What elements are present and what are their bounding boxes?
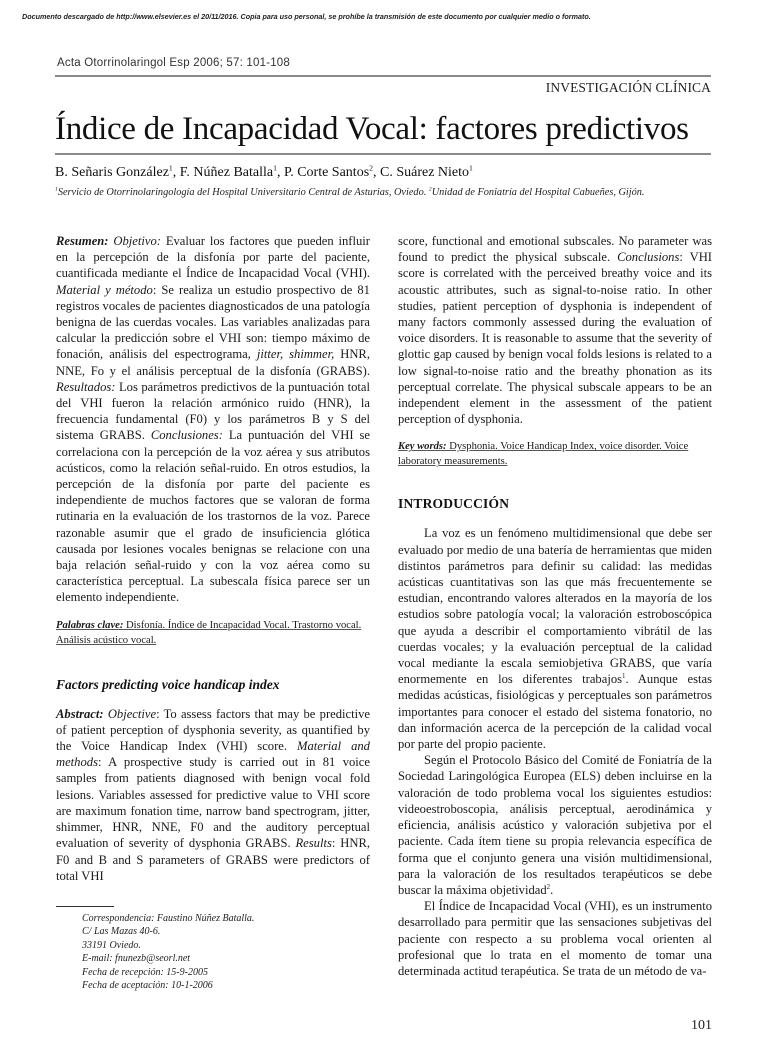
- english-title: Factors predicting voice handicap index: [56, 676, 280, 692]
- palabras-clave: Palabras clave: Disfonía. Índice de Incapacidad Vocal. Trastorno vocal. Análisis acústico vocal.: [56, 619, 362, 646]
- affiliations: $^1$Servicio de Otorrinolaringología del Hospital Universitario Central de Asturias, Oviedo. $^2$Unidad de Foniatría del Hospital Cabueñes, Gijón.: [55, 186, 645, 198]
- footnote-divider: [56, 906, 114, 907]
- correspondence-line: Fecha de aceptación: 10-1-2006: [82, 979, 213, 991]
- intro-paragraph: El Índice de Incapacidad Vocal (VHI), es un instrumento desarrollado para permitir que las sensaciones subjetivas del paciente con respecto a su problema vocal orienten al profesional que lo trata en el momento de tomar una determinada actitud terapéutica. Se trata de un método de va-: [398, 899, 712, 978]
- citation-ref[interactable]: 2: [546, 883, 551, 891]
- author-list: [55, 164, 473, 182]
- intro-paragraph: Según el Protocolo Básico del Comité de Foniatría de la Sociedad Laringológica Europea (ELS) deben incluirse en la valoración de todo problema vocal los siguientes estudios: videoestroboscopia, análisis perceptual, aerodinámica y eficiencia, análisis acústico y valoración subjetiva por el paciente. Cada ítem tiene su propia relevancia específica de forma que el conjunto genera una visión multidimensional, para la valoración de los resultados terapéuticos se debe buscar la máxima objetividad$^2$.: [398, 753, 712, 897]
- author: C. Suárez Nieto$^1$: [380, 163, 473, 180]
- abstract-paragraph: Abstract: Objective: To assess factors that may be predictive of patient perception of dysphonia severity, as quantified by the Voice Handicap Index (VHI) score. Material and methods: A prospective study is carried out in 81 voice samples from patients diagnosed with benign vocal fold lesions. Variables assessed for predictive value to VHI score are maximum fonation time, narrow band spectrogram, jitter, shimmer, HNR, NNE, F0 and the auditory perceptual evaluation of severity of dysphonia GRABS. Results: HNR, F0 and B and S parameters of GRABS were predictors of total VHI: [56, 706, 370, 883]
- author: F. Núñez Batalla$^1$,: [179, 163, 284, 180]
- right-column: [398, 233, 712, 979]
- resumen-paragraph: Resumen: Objetivo: Evaluar los factores que pueden influir en la percepción de la disfonía por parte del paciente, cuantificada mediante el Índice de Incapacidad Vocal (VHI). Material y método: Se realiza un estudio prospectivo de 81 registros vocales de pacientes diagnosticados de una patología benigna de las cuerdas vocales. Las variables analizadas para calcular la predicción sobre el VHI son: tiempo máximo de fonación, análisis del espectrograma, jitter, shimmer, HNR, NNE, Fo y el análisis perceptual de la disfonía (GRABS). Resultados: Los parámetros predictivos de la puntuación total del VHI fueron la relación armónico ruido (HNR), la frecuencia fundamental (F0) y los parámetros B y S del sistema GRABS. Conclusiones: La puntuación del VHI se correlaciona con la percepción de la voz aérea y sus atributos acústicos, como la relación señal-ruido. En otros estudios, la percepción de la disfonía por parte del paciente es independiente de muchos factores que se valoran de forma rutinaria en la evaluación de los trastornos de la voz. Parece razonable asumir que el grado de insuficiencia glótica causada por lesiones vocales benignas se relacione con una baja relación señal-ruido y con la voz aérea como su característica perceptual. La subescala física parece ser un elemento independiente.: [56, 234, 370, 605]
- correspondence-email[interactable]: E-mail: fnunezb@seorl.net: [82, 953, 191, 965]
- journal-reference: Acta Otorrinolaringol Esp 2006; 57: 101-108: [57, 57, 290, 69]
- abstract-continuation: score, functional and emotional subscales. No parameter was found to predict the physical subscale. Conclusions: VHI score is correlated with the perceived breathy voice and its acoustic attributes, such as signal-to-noise ratio. In other studies, patient perception of dysphonia is independent of many factors commonly assessed during the evaluation of voice disorders. It is reasonable to assume that the severity of glottic gap caused by benign vocal folds lesions is related to a low signal-to-noise ratio and the breathy phonation as its perceptual correlate. The physical subscale appears to be an independent element in the assessment of the patient perception of dysphonia.: [398, 234, 712, 427]
- author: B. Señaris González$^1$,: [55, 163, 180, 180]
- intro-paragraph: La voz es un fenómeno multidimensional que debe ser evaluado por medio de una batería de herramientas que miden distintos parámetros para definir su calidad: las medidas acústicas cuantitativas son las que más frecuentemente se estudian, encontrando valores alterados en la mayoría de los estudios sobre patología vocal; la valoración estroboscópica que ayuda a describir el comportamiento vibrátil de las cuerdas vocales; y la evaluación perceptual de la calidad vocal mediante la escala semiobjetiva GRABS, que varía enormemente en los diferentes trabajos$^1$. Aunque estas medidas acústicas, fisiológicas y perceptuales son parámetros importantes para conocer el estado del sistema fonatorio, no dan información acerca de la percepción de la calidad vocal por parte del propio paciente.: [398, 526, 712, 752]
- header-divider: [55, 75, 711, 77]
- section-label: INVESTIGACIÓN CLÍNICA: [545, 80, 711, 95]
- page-number: 101: [691, 1018, 712, 1033]
- citation-ref[interactable]: 1: [622, 673, 626, 681]
- section-heading-introduccion: INTRODUCCIÓN: [398, 496, 510, 512]
- page-footer: [56, 1000, 712, 1058]
- author: P. Corte Santos$^2$,: [283, 163, 380, 180]
- correspondence-footnote: [56, 906, 370, 992]
- affiliation: Servicio de Otorrinolaringología del Hospital Universitario Central de Asturias, Oviedo.: [57, 187, 429, 198]
- correspondence-line: Fecha de recepción: 15-9-2005: [82, 966, 208, 978]
- correspondence-line: Correspondencia: Faustino Núñez Batalla.: [82, 912, 255, 924]
- article-title: Índice de Incapacidad Vocal: factores predictivos: [55, 111, 689, 147]
- title-divider: [55, 153, 711, 155]
- two-column-body: [56, 233, 712, 992]
- left-column: [56, 233, 370, 992]
- affiliation: Unidad de Foniatría del Hospital Cabueñes, Gijón.: [431, 187, 645, 198]
- correspondence-line: C/ Las Mazas 40-6.: [82, 926, 161, 938]
- correspondence-line: 33191 Oviedo.: [82, 939, 141, 951]
- download-notice: Documento descargado de http://www.elsevier.es el 20/11/2016. Copia para uso personal, se prohíbe la transmisión de este documento por cualquier medio o formato.: [22, 12, 591, 21]
- key-words: Key words: Dysphonia. Voice Handicap Index, voice disorder. Voice laboratory measurements.: [398, 441, 689, 468]
